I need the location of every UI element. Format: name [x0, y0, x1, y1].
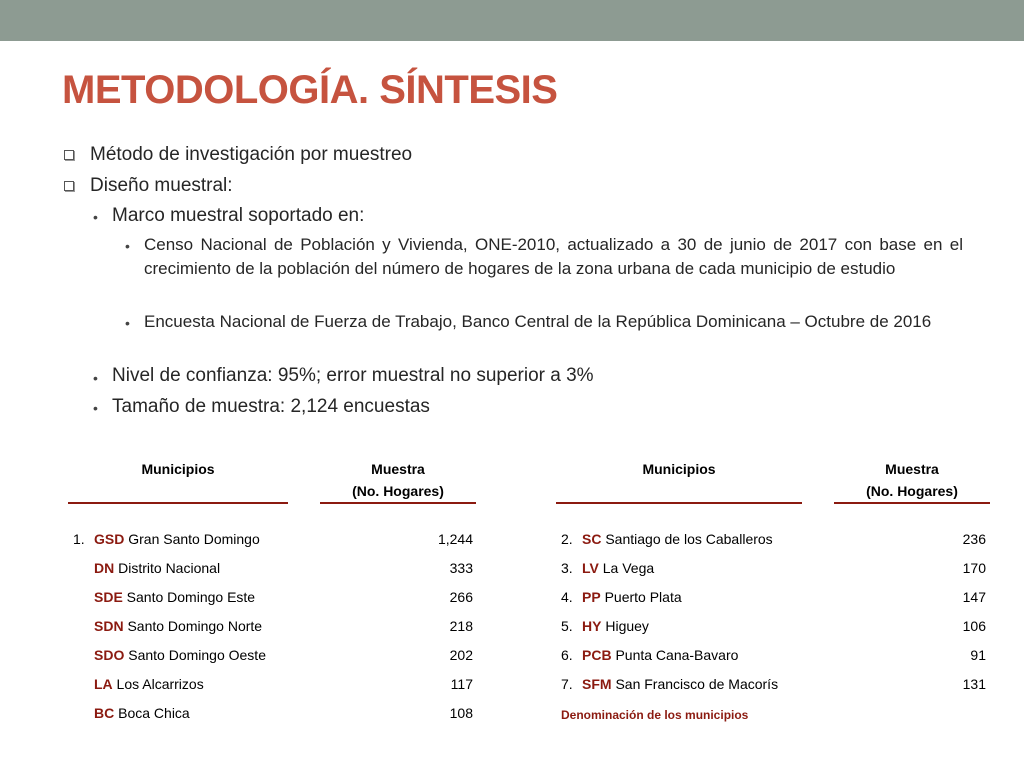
- row-number: 1.: [73, 531, 85, 547]
- municipio-code: SFM: [582, 676, 612, 692]
- bullet-diseno-text: Diseño muestral:: [90, 175, 233, 196]
- dot-bullet-icon: •: [93, 400, 98, 416]
- municipio-name: GSD Gran Santo Domingo: [94, 531, 260, 547]
- municipio-name: HY Higuey: [582, 618, 649, 634]
- row-number: 6.: [561, 647, 573, 663]
- municipio-code: PP: [582, 589, 601, 605]
- municipio-name: SC Santiago de los Caballeros: [582, 531, 773, 547]
- municipio-code: PCB: [582, 647, 612, 663]
- municipio-code: DN: [94, 560, 115, 576]
- bullet-confianza: Nivel de confianza: 95%; error muestral no superior a 3%: [112, 365, 594, 386]
- municipio-name: DN Distrito Nacional: [94, 560, 221, 576]
- muestra-value: 91: [970, 647, 986, 663]
- row-number: 7.: [561, 676, 573, 692]
- muestra-value: 117: [450, 676, 473, 692]
- header-rule: [834, 502, 990, 504]
- dot-bullet-icon: •: [93, 209, 98, 225]
- muestra-value: 218: [449, 618, 473, 634]
- bullet-metodo-text: Método de investigación por muestreo: [90, 144, 413, 165]
- bullet-marco: Marco muestral soportado en:: [112, 205, 365, 226]
- municipio-code: SDN: [94, 618, 124, 634]
- square-bullet-icon: [64, 181, 74, 191]
- municipio-code: GSD: [94, 531, 125, 547]
- muestra-value: 106: [962, 618, 986, 634]
- muestra-value: 131: [962, 676, 986, 692]
- header-rule: [68, 502, 288, 504]
- bullet-metodo: [90, 143, 412, 167]
- header-muestra-line1: Muestra: [371, 461, 425, 477]
- header-muestra: [320, 458, 476, 502]
- sub-bullet-encuesta: Encuesta Nacional de Fuerza de Trabajo, Banco Central de la República Dominicana – Octubre de 2016: [144, 312, 932, 331]
- dot-bullet-icon: •: [93, 370, 98, 386]
- sub-bullet-censo: Censo Nacional de Población y Vivienda, ONE-2010, actualizado a 30 de junio de 2017 con base en el crecimiento de la población del número de hogares de la zona urbana de cada municipio de estudio: [144, 235, 963, 278]
- municipio-name: PCB Punta Cana-Bavaro: [582, 647, 739, 663]
- municipio-code: LV: [582, 560, 599, 576]
- municipio-code: SC: [582, 531, 602, 547]
- row-number: 5.: [561, 618, 573, 634]
- header-muestra-line1: Muestra: [885, 461, 939, 477]
- dot-bullet-icon: •: [125, 315, 130, 331]
- municipio-name: SDN Santo Domingo Norte: [94, 618, 263, 634]
- municipio-code: BC: [94, 705, 115, 721]
- muestra-value: 170: [962, 560, 986, 576]
- municipio-code: HY: [582, 618, 602, 634]
- muestra-value: 266: [449, 589, 473, 605]
- bullet-tamano: Tamaño de muestra: 2,124 encuestas: [112, 396, 430, 417]
- header-rule: [556, 502, 802, 504]
- muestra-value: 147: [962, 589, 986, 605]
- muestra-value: 108: [449, 705, 473, 721]
- muestra-value: 1,244: [437, 531, 473, 547]
- municipio-name: SFM San Francisco de Macorís: [582, 676, 779, 692]
- municipio-code: LA: [94, 676, 113, 692]
- dot-bullet-icon: •: [125, 238, 130, 254]
- municipio-code: SDO: [94, 647, 125, 663]
- municipio-name: LV La Vega: [582, 560, 655, 576]
- muestra-value: 236: [962, 531, 986, 547]
- row-number: 4.: [561, 589, 573, 605]
- municipio-name: SDO Santo Domingo Oeste: [94, 647, 266, 663]
- municipio-name: SDE Santo Domingo Este: [94, 589, 256, 605]
- muestra-value: 202: [449, 647, 473, 663]
- municipio-name: BC Boca Chica: [94, 705, 190, 721]
- row-number: 3.: [561, 560, 573, 576]
- footnote: Denominación de los municipios: [561, 708, 749, 722]
- header-municipios: Municipios: [141, 461, 215, 477]
- row-number: 2.: [561, 531, 573, 547]
- municipio-name: PP Puerto Plata: [582, 589, 682, 605]
- header-rule: [320, 502, 476, 504]
- municipio-code: SDE: [94, 589, 123, 605]
- top-bar: [0, 0, 1024, 41]
- slide-title: METODOLOGÍA. SÍNTESIS: [62, 68, 558, 112]
- bullet-diseno: [90, 174, 233, 198]
- header-municipios: Municipios: [642, 461, 716, 477]
- header-muestra-line2: (No. Hogares): [352, 483, 444, 499]
- municipio-name: LA Los Alcarrizos: [94, 676, 204, 692]
- header-muestra-line2: (No. Hogares): [866, 483, 958, 499]
- header-muestra: [834, 458, 990, 502]
- muestra-value: 333: [449, 560, 473, 576]
- square-bullet-icon: [64, 150, 74, 160]
